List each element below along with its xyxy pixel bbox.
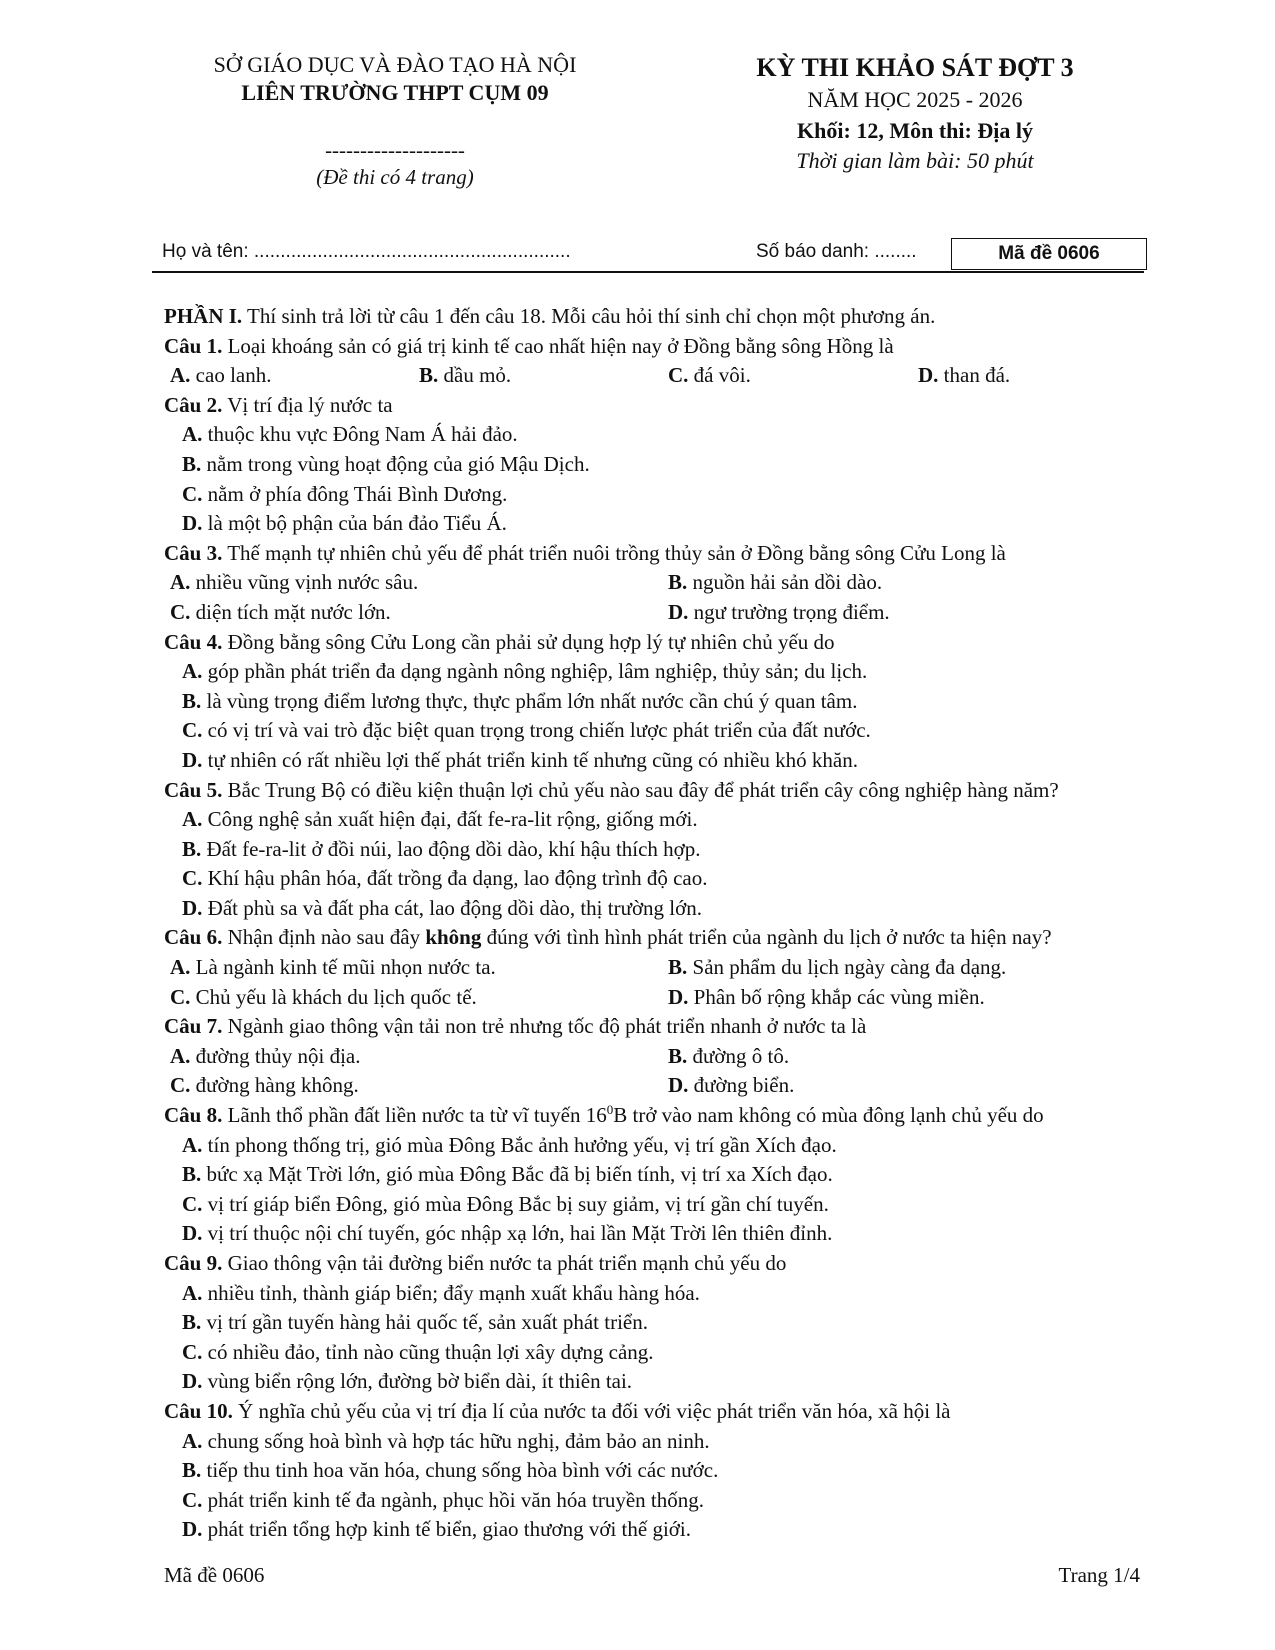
option-a: A. nhiều vũng vịnh nước sâu. xyxy=(170,570,419,595)
option-c: C. vị trí giáp biển Đông, gió mùa Đông Bắc bị suy giảm, vị trí gần chí tuyến. xyxy=(182,1191,829,1216)
question-stem xyxy=(164,332,1164,362)
option-b: B. dầu mỏ. xyxy=(419,363,512,388)
option-d: D. ngư trường trọng điểm. xyxy=(668,599,890,624)
exam-body xyxy=(164,302,1164,1545)
exam-duration: Thời gian làm bài: 50 phút xyxy=(796,148,1034,173)
question-stem xyxy=(164,628,1164,658)
question-text: Thế mạnh tự nhiên chủ yếu để phát triển nuôi trồng thủy sản ở Đồng bằng sông Cửu Long là xyxy=(222,540,1006,565)
part-heading xyxy=(164,302,1164,332)
question-text: Lãnh thổ phần đất liền nước ta từ vĩ tuyến 16 xyxy=(222,1103,607,1128)
option-b: B. nằm trong vùng hoạt động của gió Mậu Dịch. xyxy=(182,451,590,476)
exam-title: KỲ THI KHẢO SÁT ĐỢT 3 xyxy=(756,53,1074,82)
header-rule xyxy=(152,271,1144,273)
grade-subject: Khối: 12, Môn thi: Địa lý xyxy=(797,118,1033,143)
option-c: C. nằm ở phía đông Thái Bình Dương. xyxy=(182,481,508,506)
option-d: D. tự nhiên có rất nhiều lợi thế phát triển kinh tế nhưng cũng có nhiều khó khăn. xyxy=(182,747,858,772)
option-c: C. có nhiều đảo, tỉnh nào cũng thuận lợi xây dựng cảng. xyxy=(182,1339,654,1364)
option-d: D. vùng biển rộng lớn, đường bờ biển dài, ít thiên tai. xyxy=(182,1369,633,1394)
option-a: A. thuộc khu vực Đông Nam Á hải đảo. xyxy=(182,422,518,447)
option-d: D. phát triển tổng hợp kinh tế biển, giao thương với thế giới. xyxy=(182,1517,691,1542)
question-stem xyxy=(164,923,1164,953)
question-label: Câu 2. xyxy=(164,392,223,417)
question-stem xyxy=(164,1101,1164,1131)
option-b: B. tiếp thu tinh hoa văn hóa, chung sống hòa bình với các nước. xyxy=(182,1458,719,1483)
option-a: A. Công nghệ sản xuất hiện đại, đất fe-ra-lit rộng, giống mới. xyxy=(182,807,698,832)
question-stem xyxy=(164,1249,1164,1279)
option-c: C. Khí hậu phân hóa, đất trồng đa dạng, lao động trình độ cao. xyxy=(182,866,708,891)
pages-note: (Đề thi có 4 trang) xyxy=(316,165,474,189)
part-instruction: Thí sinh trả lời từ câu 1 đến câu 18. Mỗi câu hỏi thí sinh chỉ chọn một phương án. xyxy=(242,304,936,328)
emphasis-word: không xyxy=(425,925,482,950)
option-d: D. đường biển. xyxy=(668,1073,795,1098)
option-a: A. chung sống hoà bình và hợp tác hữu nghị, đảm bảo an ninh. xyxy=(182,1428,710,1453)
question-label: Câu 10. xyxy=(164,1398,233,1423)
question-stem xyxy=(164,1012,1164,1042)
question-text: Đồng bằng sông Cửu Long cần phải sử dụng hợp lý tự nhiên chủ yếu do xyxy=(222,629,835,654)
option-b: B. bức xạ Mặt Trời lớn, gió mùa Đông Bắc đã bị biến tính, vị trí xa Xích đạo. xyxy=(182,1162,833,1187)
option-c: C. có vị trí và vai trò đặc biệt quan trọng trong chiến lược phát triển của đất nước. xyxy=(182,718,871,743)
question-text: Nhận định nào sau đây xyxy=(222,925,426,950)
question-text: B trở vào nam không có mùa đông lạnh chủ yếu do xyxy=(613,1103,1044,1128)
option-a: A. đường thủy nội địa. xyxy=(170,1043,361,1068)
option-c: C. phát triển kinh tế đa ngành, phục hồi văn hóa truyền thống. xyxy=(182,1487,704,1512)
option-c: C. Chủ yếu là khách du lịch quốc tế. xyxy=(170,984,477,1009)
option-d: D. than đá. xyxy=(918,363,1011,388)
candidate-number-label: Số báo danh: ........ xyxy=(756,241,917,262)
question-label: Câu 9. xyxy=(164,1251,223,1275)
option-a: A. nhiều tỉnh, thành giáp biển; đẩy mạnh xuất khẩu hàng hóa. xyxy=(182,1280,700,1305)
school-name: LIÊN TRƯỜNG THPT CỤM 09 xyxy=(241,80,549,105)
option-a: A. cao lanh. xyxy=(170,363,272,388)
question-label: Câu 4. xyxy=(164,629,223,654)
question-label: Câu 3. xyxy=(164,540,223,565)
question-text: Ý nghĩa chủ yếu của vị trí địa lí của nước ta đối với việc phát triển văn hóa, xã hội là xyxy=(232,1398,951,1423)
options-row xyxy=(164,1071,1164,1101)
option-c: C. diện tích mặt nước lớn. xyxy=(170,599,391,624)
options-row xyxy=(164,598,1164,628)
option-a: A. góp phần phát triển đa dạng ngành nông nghiệp, lâm nghiệp, thủy sản; du lịch. xyxy=(182,659,868,684)
footer-exam-code: Mã đề 0606 xyxy=(164,1563,265,1587)
header-divider: -------------------- xyxy=(325,138,465,162)
option-b: B. là vùng trọng điểm lương thực, thực phẩm lớn nhất nước cần chú ý quan tâm. xyxy=(182,688,858,713)
exam-code-box: Mã đề 0606 xyxy=(951,238,1147,270)
options-row xyxy=(164,953,1164,983)
option-a: A. Là ngành kinh tế mũi nhọn nước ta. xyxy=(170,955,496,980)
question-text: Giao thông vận tải đường biển nước ta phát triển mạnh chủ yếu do xyxy=(222,1251,787,1275)
question-text: đúng với tình hình phát triển của ngành du lịch ở nước ta hiện nay? xyxy=(481,925,1052,950)
question-stem xyxy=(164,391,1164,421)
option-d: D. Phân bố rộng khắp các vùng miền. xyxy=(668,984,985,1009)
option-a: A. tín phong thống trị, gió mùa Đông Bắc ảnh hưởng yếu, vị trí gần Xích đạo. xyxy=(182,1132,837,1157)
options-row xyxy=(164,361,1164,391)
department-name: SỞ GIÁO DỤC VÀ ĐÀO TẠO HÀ NỘI xyxy=(213,52,577,77)
question-label: Câu 6. xyxy=(164,925,223,950)
question-label: Câu 5. xyxy=(164,777,223,802)
question-label: Câu 1. xyxy=(164,333,223,358)
question-label: Câu 8. xyxy=(164,1103,223,1128)
options-row xyxy=(164,1042,1164,1072)
question-text: Bắc Trung Bộ có điều kiện thuận lợi chủ yếu nào sau đây để phát triển cây công nghiệp hàng năm? xyxy=(222,777,1059,802)
option-b: B. nguồn hải sản dồi dào. xyxy=(668,570,883,595)
options-row xyxy=(164,983,1164,1013)
options-row xyxy=(164,568,1164,598)
option-d: D. vị trí thuộc nội chí tuyến, góc nhập xạ lớn, hai lần Mặt Trời lên thiên đỉnh. xyxy=(182,1221,833,1246)
question-stem xyxy=(164,776,1164,806)
question-text: Vị trí địa lý nước ta xyxy=(222,392,393,417)
option-c: C. đường hàng không. xyxy=(170,1073,359,1098)
part-title: PHẦN I. xyxy=(164,304,243,328)
question-label: Câu 7. xyxy=(164,1014,223,1039)
option-d: D. Đất phù sa và đất pha cát, lao động dồi dào, thị trường lớn. xyxy=(182,895,702,920)
question-stem xyxy=(164,539,1164,569)
option-c: C. đá vôi. xyxy=(668,363,751,388)
question-stem xyxy=(164,1397,1164,1427)
option-b: B. vị trí gần tuyến hàng hải quốc tế, sản xuất phát triển. xyxy=(182,1310,648,1335)
option-d: D. là một bộ phận của bán đảo Tiểu Á. xyxy=(182,511,507,536)
option-b: B. đường ô tô. xyxy=(668,1043,790,1068)
question-text: Loại khoáng sản có giá trị kinh tế cao nhất hiện nay ở Đồng bằng sông Hồng là xyxy=(222,333,894,358)
option-b: B. Đất fe-ra-lit ở đồi núi, lao động dồi dào, khí hậu thích hợp. xyxy=(182,836,701,861)
school-year: NĂM HỌC 2025 - 2026 xyxy=(807,87,1023,112)
option-b: B. Sản phẩm du lịch ngày càng đa dạng. xyxy=(668,955,1007,980)
candidate-name-label: Họ và tên: ............................................................ xyxy=(162,241,571,262)
page-number: Trang 1/4 xyxy=(1058,1563,1140,1587)
question-text: Ngành giao thông vận tải non trẻ nhưng tốc độ phát triển nhanh ở nước ta là xyxy=(222,1014,867,1039)
degree-superscript: 0 xyxy=(606,1102,614,1118)
